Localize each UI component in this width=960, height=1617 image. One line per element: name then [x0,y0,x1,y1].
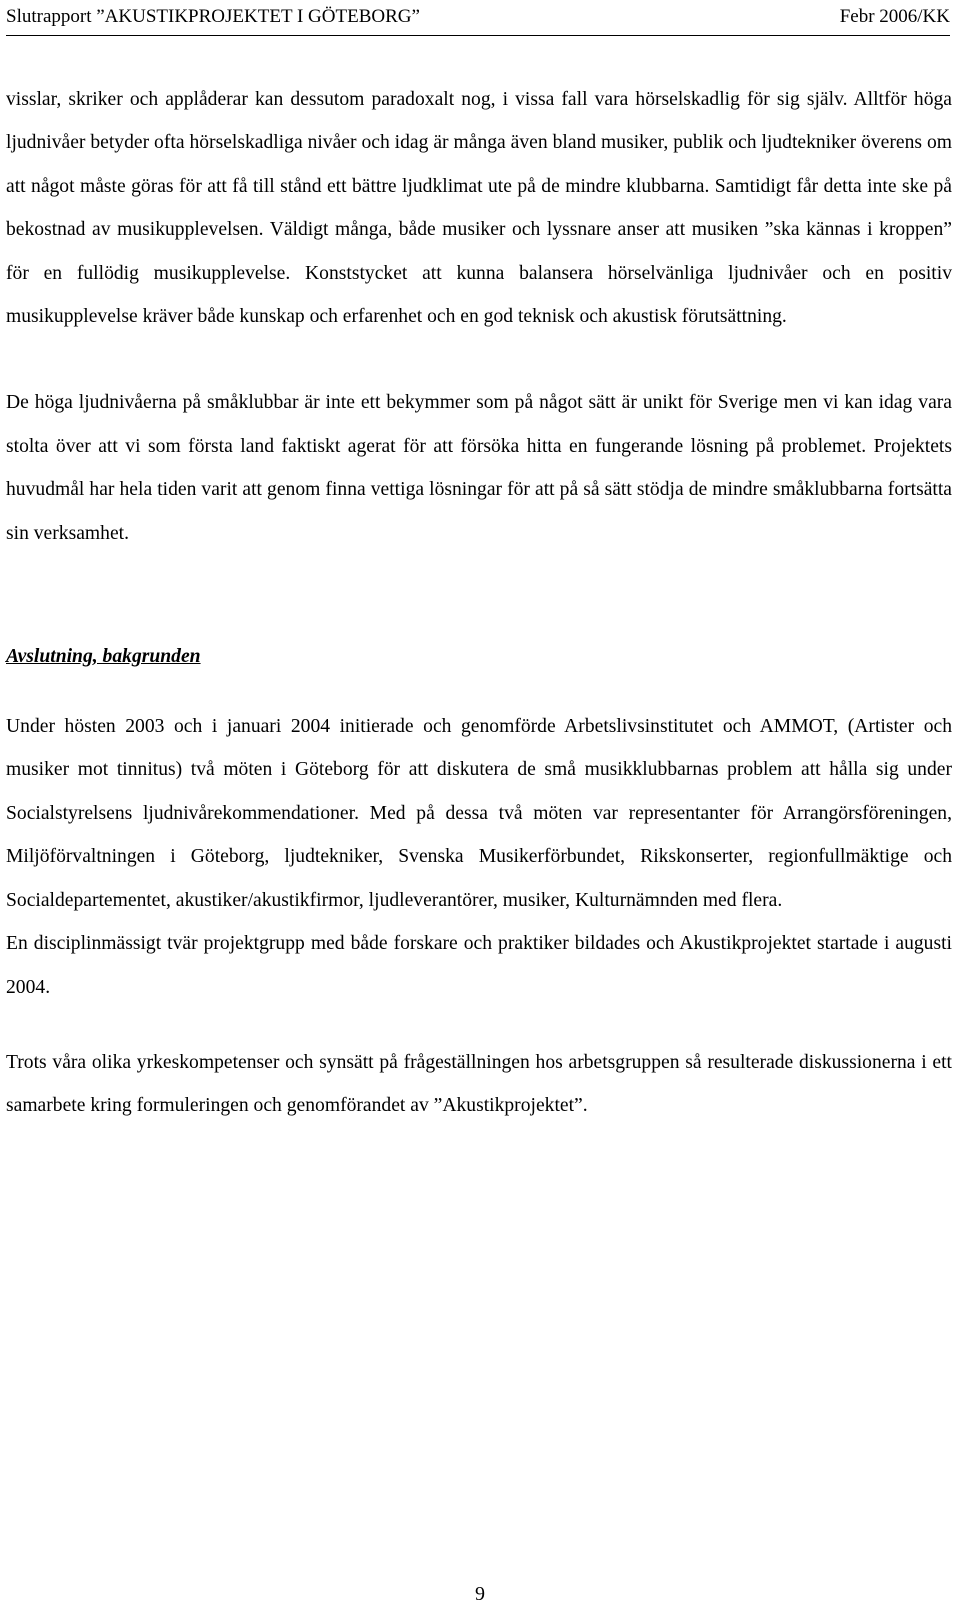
paragraph-4: En disciplinmässigt tvär projektgrupp med både forskare och praktiker bildades och Akustikprojektet startade i augusti 2004. [6,933,952,998]
spacer [6,555,952,637]
header-title: Slutrapport ”AKUSTIKPROJEKTET I GÖTEBORG” [6,6,420,27]
spacer [6,677,952,705]
paragraph-1: visslar, skriker och applåderar kan dessutom paradoxalt nog, i vissa fall vara hörselskadlig för sig själv. Alltför höga ljudnivåer betyder ofta hörselskadliga nivåer och idag är många även bland musiker, publik och ljudtekniker överens om att något måste göras för att få till stånd ett bättre ljudklimat ute på de mindre klubbarna. Samtidigt får detta inte ske på bekostnad av musikupplevelsen. Väldigt många, både musiker och lyssnare anser att musiken ”ska kännas i kroppen” för en fullödig musikupplevelse. Konststycket att kunna balansera hörselvänliga ljudnivåer och en positiv musikupplevelse kräver både kunskap och erfarenhet och en god teknisk och akustisk förutsättning. [6,89,952,328]
page-number: 9 [475,1583,485,1605]
document-body [6,78,952,1128]
spacer [6,1009,952,1041]
page-header [6,4,950,36]
paragraph-2: De höga ljudnivåerna på småklubbar är inte ett bekymmer som på något sätt är unikt för Sverige men vi kan idag vara stolta över att vi som första land faktiskt agerat för att försöka hitta en fungerande lösning på problemet. Projektets huvudmål har hela tiden varit att genom finna vettiga lösningar för att på så sätt stödja de mindre småklubbarna fortsätta sin verksamhet. [6,392,952,544]
paragraph-5: Trots våra olika yrkeskompetenser och synsätt på frågeställningen hos arbetsgruppen så resulterade diskussionerna i ett samarbete kring formuleringen och genomförandet av ”Akustikprojektet”. [6,1051,952,1117]
spacer [6,338,952,381]
section-heading: Avslutning, bakgrunden [6,646,201,668]
paragraph-3: Under hösten 2003 och i januari 2004 initierade och genomförde Arbetslivsinstitutet och AMMOT, (Artister och musiker mot tinnitus) två möten i Göteborg för att diskutera de små musikklubbarnas problem att hålla sig under Socialstyrelsens ljudnivårekommendationer. Med på dessa två möten var representanter för Arrangörsföreningen, Miljöförvaltningen i Göteborg, ljudtekniker, Svenska Musikerförbundet, Rikskonserter, regionfullmäktige och Socialdepartementet, akustiker/akustikfirmor, ljudleverantörer, musiker, Kulturnämnden med flera. [6,716,952,911]
header-date: Febr 2006/KK [839,6,950,27]
